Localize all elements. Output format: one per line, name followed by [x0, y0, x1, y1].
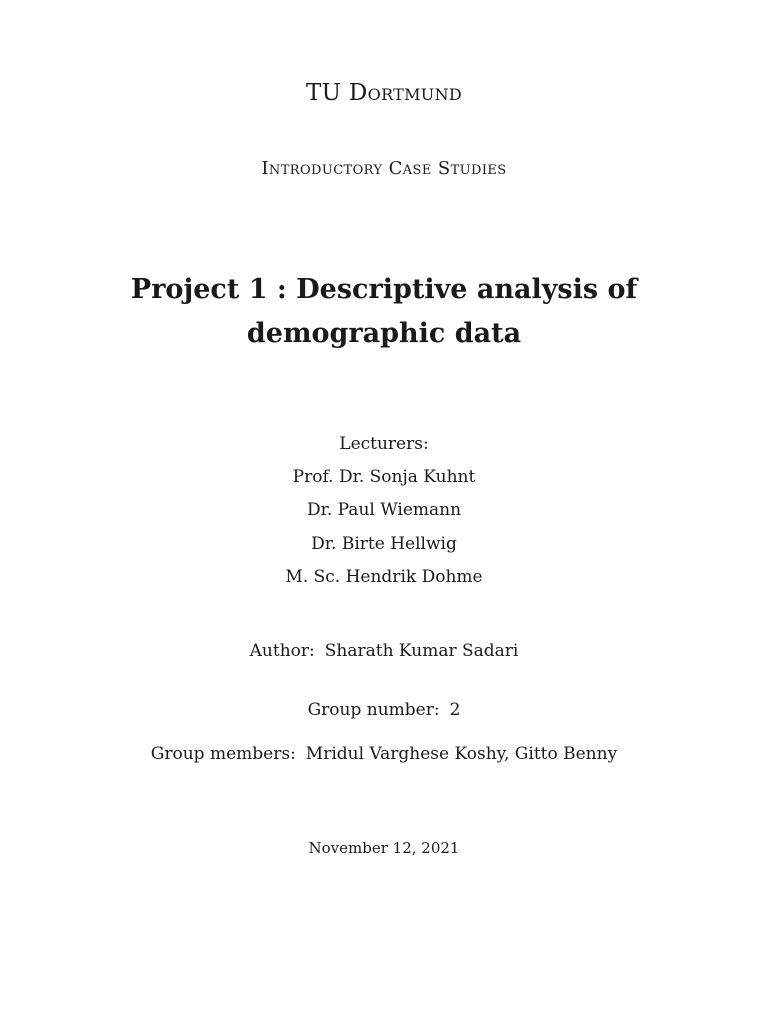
lecturers-heading: Lecturers: — [339, 434, 429, 454]
lecturer-name: Dr. Paul Wiemann — [306, 500, 462, 520]
group-number-line — [0, 700, 768, 720]
author-label: Author: — [249, 641, 315, 661]
project-title-line-2: demographic data — [246, 318, 522, 349]
group-number-label: Group number: — [307, 700, 440, 720]
university-name: TU Dortmund — [305, 80, 463, 106]
author-name: Sharath Kumar Sadari — [324, 641, 519, 661]
course-name: Introductory Case Studies — [261, 158, 507, 179]
author-line — [0, 641, 768, 661]
group-number-value: 2 — [449, 700, 461, 720]
group-members-line — [0, 744, 768, 764]
document-date: November 12, 2021 — [308, 839, 460, 857]
group-members-value: Mridul Varghese Koshy, Gitto Benny — [305, 744, 618, 764]
lecturer-name: Prof. Dr. Sonja Kuhnt — [292, 467, 476, 487]
group-members-label: Group members: — [150, 744, 296, 764]
lecturer-name: M. Sc. Hendrik Dohme — [285, 567, 483, 587]
lecturer-name: Dr. Birte Hellwig — [311, 534, 457, 554]
project-title — [0, 268, 768, 356]
project-title-line-1: Project 1 : Descriptive analysis of — [130, 274, 638, 305]
